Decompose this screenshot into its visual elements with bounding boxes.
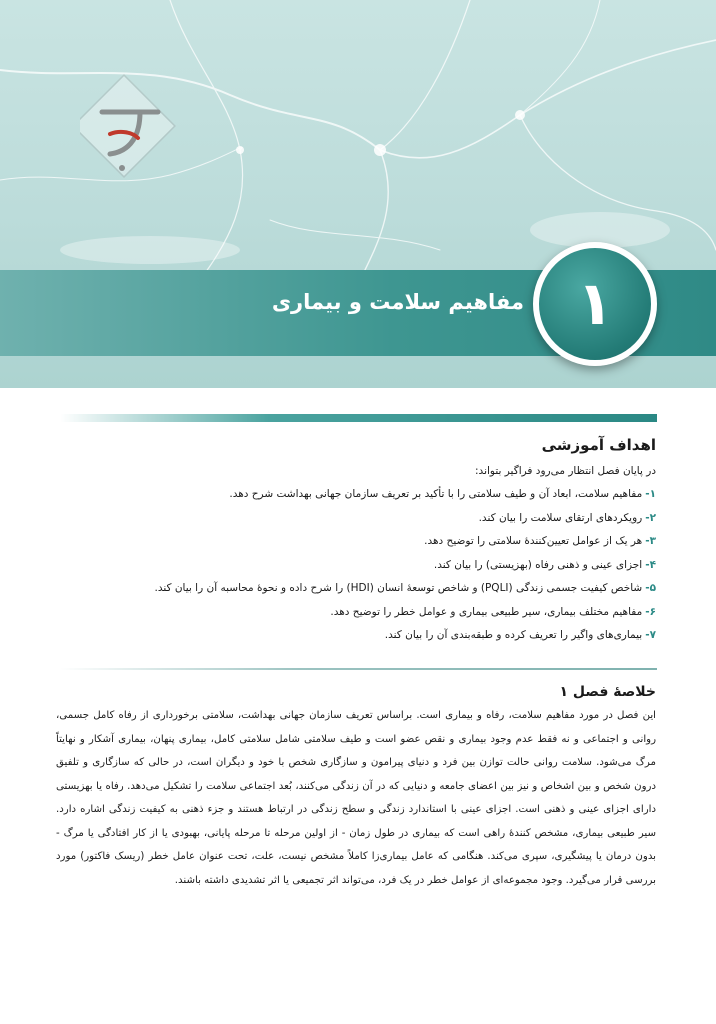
objective-text: اجزای عینی و ذهنی رفاه (بهزیستی) را بیان کند.: [433, 558, 643, 571]
objective-item: [56, 530, 656, 554]
objective-number: ۵-: [645, 582, 656, 594]
chapter-number: ۱: [576, 269, 614, 339]
objective-item: [56, 624, 656, 648]
objective-number: ۴-: [645, 558, 656, 571]
objective-item: [56, 601, 656, 625]
objective-text: رویکردهای ارتقای سلامت را بیان کند.: [478, 511, 643, 524]
objective-text: بیماری‌های واگیر را تعریف کرده و طبقه‌بندی آن را بیان کند.: [384, 629, 643, 641]
objective-number: ۱-: [645, 488, 656, 500]
section-divider-top: [60, 414, 657, 422]
objective-text: هر یک از عوامل تعیین‌کنندهٔ سلامتی را توضیح دهد.: [424, 535, 643, 547]
objective-text: شاخص کیفیت جسمی زندگی (PQLI) و شاخص توسعهٔ انسان (HDI) را شرح داده و نحوهٔ محاسبه آن را بیان کند.: [154, 582, 643, 594]
chapter-title: مفاهیم سلامت و بیماری: [271, 290, 524, 314]
summary-heading: خلاصهٔ فصل ۱: [559, 684, 656, 700]
objective-number: ۶-: [645, 605, 656, 618]
publisher-logo: [80, 72, 180, 182]
chapter-summary: [56, 684, 656, 892]
learning-objectives: [56, 436, 656, 648]
chapter-number-badge: [533, 242, 657, 366]
objective-number: ۲-: [645, 511, 656, 524]
objectives-intro: در پایان فصل انتظار می‌رود فراگیر بتواند:: [475, 465, 656, 477]
summary-body: این فصل در مورد مفاهیم سلامت، رفاه و بیماری است. براساس تعریف سازمان جهانی بهداشت، سلامتی برخورداری از رفاه کامل جسمی، روانی و اجتماعی و نه فقط عدم وجود بیماری و نقص عضو است و طیف سلامتی شامل سلامتی کامل، بیماری پنهان، بیماری آشکار و نهایتاً مرگ می‌شود. سلامت روانی حالت توازن بین فرد و دنیای پیرامون و سازگاری شخص با خود و دیگران است، در حالی که سازگاری و تلفیق درون شخص و بین اشخاص و نیز بین اعضای جامعه و دنیایی که در آن زندگی می‌کنند، بُعد اجتماعی سلامت را تشکیل می‌دهد. رفاه یا بهزیستی دارای اجزای عینی و ذهنی است. اجزای عینی با استاندارد زندگی و سطح زندگی در ارتباط هستند و جزء ذهنی به کیفیت زندگی اشاره دارد. سیر طبیعی بیماری، مشخص کنندهٔ راهی است که بیماری در طول زمان - از اولین مرحله تا مرحله پایانی، بهبودی یا از کار افتادگی یا مرگ - بدون درمان یا پیشگیری، سپری می‌کند. هنگامی که عامل بیماری‌زا کاملاً مشخص نیست، علت، تحت عنوان عامل خطر (ریسک فاکتور) مورد بررسی قرار می‌گیرد. وجود مجموعه‌ای از عوامل خطر در یک فرد، می‌تواند اثر تجمیعی یا اثر تشدیدی داشته باشند.: [56, 710, 656, 886]
objective-item: [56, 483, 656, 507]
objective-text: مفاهیم سلامت، ابعاد آن و طیف سلامتی را با تأکید بر تعریف سازمان جهانی بهداشت شرح دهد.: [229, 488, 643, 500]
objectives-heading: اهداف آموزشی: [541, 436, 656, 454]
objective-item: [56, 577, 656, 601]
objective-text: مفاهیم مختلف بیماری، سیر طبیعی بیماری و عوامل خطر را توضیح دهد.: [330, 605, 643, 618]
section-divider-middle: [60, 668, 657, 670]
objective-item: [56, 507, 656, 531]
objective-number: ۳-: [645, 535, 656, 547]
objectives-list: [56, 483, 656, 648]
objective-number: ۷-: [645, 629, 656, 641]
objective-item: [56, 554, 656, 578]
